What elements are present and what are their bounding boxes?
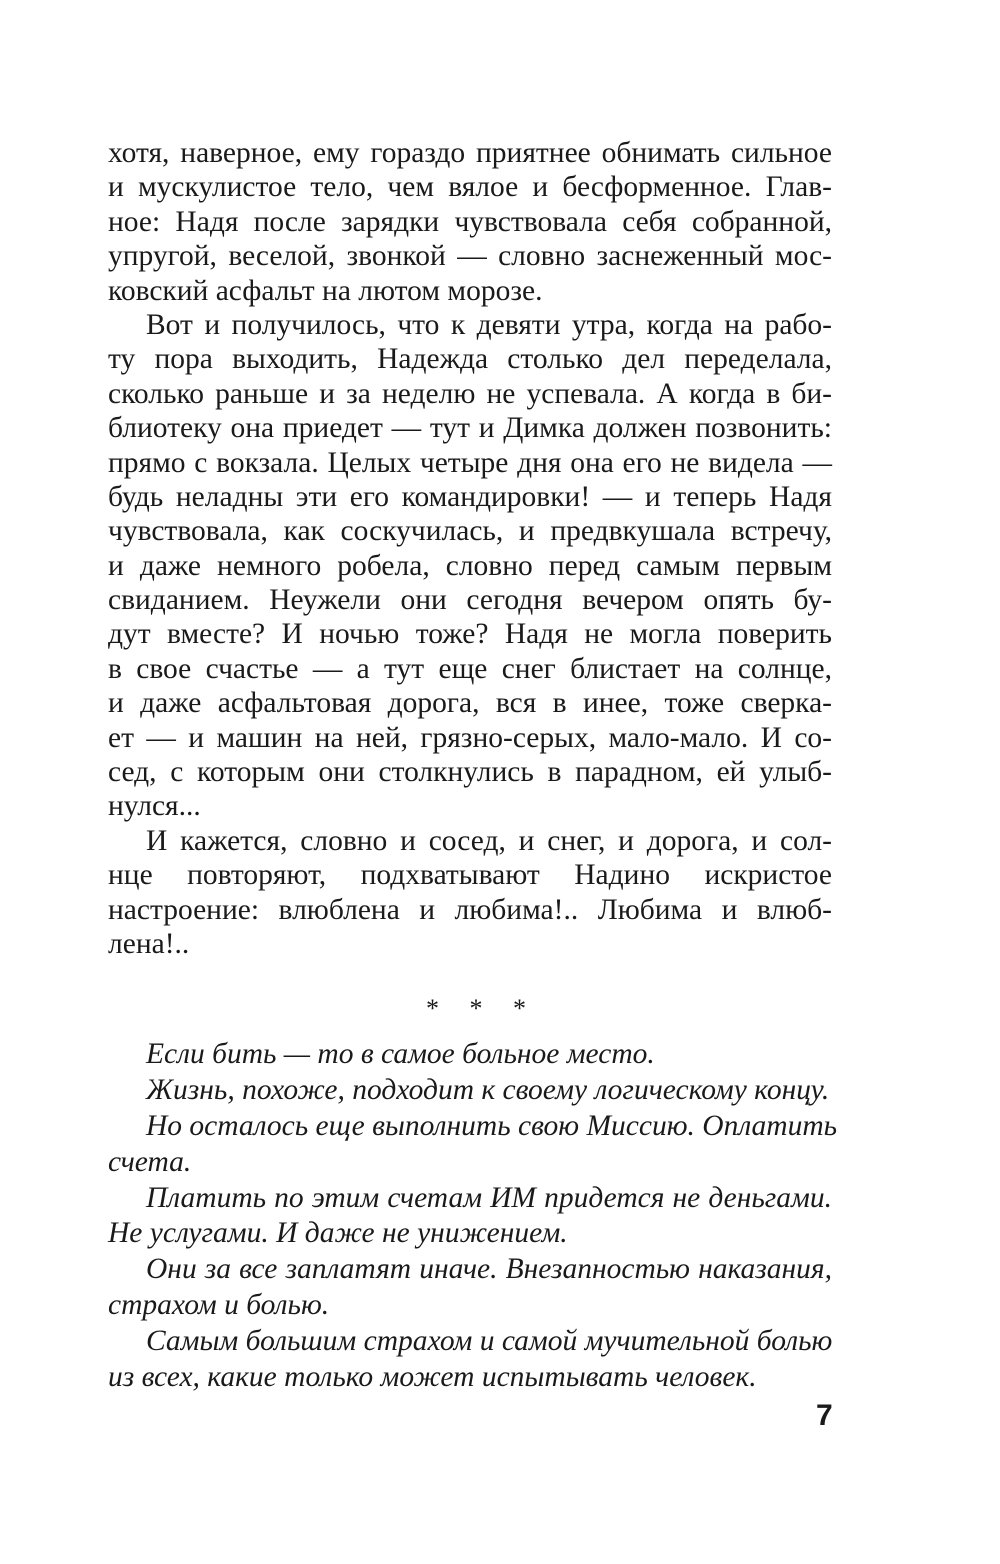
section-separator: * * * bbox=[426, 994, 538, 1024]
italic-paragraph bbox=[108, 1181, 832, 1253]
text-line: свиданием. Неужели они сегодня вечером опять бу- bbox=[108, 584, 832, 617]
text-line: Они за все заплатят иначе. Внезапностью наказания, bbox=[146, 1253, 832, 1286]
text-line: сед, с которым они столкнулись в парадном, ей улыб- bbox=[108, 756, 832, 789]
paragraph bbox=[108, 824, 832, 962]
body-text bbox=[108, 136, 832, 961]
text-line: настроение: влюблена и любима!.. Любима и влюб- bbox=[108, 893, 832, 926]
text-line: Не услугами. И даже не унижением. bbox=[108, 1217, 568, 1250]
text-line: блиотеку она приедет — тут и Димка должен позвонить: bbox=[108, 412, 832, 445]
italic-paragraph bbox=[108, 1073, 832, 1109]
text-line: лена!.. bbox=[108, 927, 190, 960]
text-line: И кажется, словно и сосед, и снег, и дорога, и сол- bbox=[146, 824, 832, 857]
text-line: прямо с вокзала. Целых четыре дня она его не видела — bbox=[108, 446, 832, 479]
text-line: ту пора выходить, Надежда столько дел переделала, bbox=[108, 343, 832, 376]
text-line: чувствовала, как соскучилась, и предвкушала встречу, bbox=[108, 515, 832, 548]
book-page bbox=[108, 136, 838, 1395]
italic-paragraph bbox=[108, 1037, 832, 1073]
text-line: ное: Надя после зарядки чувствовала себя собранной, bbox=[108, 205, 832, 238]
text-line: хотя, наверное, ему гораздо приятнее обнимать сильное bbox=[108, 137, 832, 169]
italic-paragraph bbox=[108, 1324, 832, 1396]
page-number: 7 bbox=[816, 1399, 833, 1432]
paragraph bbox=[108, 308, 832, 824]
text-line: страхом и болью. bbox=[108, 1288, 330, 1321]
italic-paragraph bbox=[108, 1109, 838, 1181]
text-line: и даже немного робела, словно перед самым первым bbox=[108, 549, 832, 582]
text-line: в свое счастье — а тут еще снег блистает на солнце, bbox=[108, 652, 832, 685]
text-line: Но осталось еще выполнить свою Миссию. Оплатить bbox=[146, 1109, 838, 1142]
text-line: Если бить — то в самое больное место. bbox=[146, 1038, 655, 1071]
text-line: ет — и машин на ней, грязно-серых, мало-мало. И со- bbox=[108, 721, 832, 754]
text-line: Вот и получилось, что к девяти утра, когда на рабо- bbox=[146, 308, 832, 341]
text-line: ковский асфальт на лютом морозе. bbox=[108, 274, 543, 307]
italic-passage bbox=[108, 1037, 838, 1395]
text-line: упругой, веселой, звонкой — словно заснеженный мос- bbox=[108, 240, 832, 273]
text-line: и даже асфальтовая дорога, вся в инее, тоже сверка- bbox=[108, 687, 832, 720]
text-line: дут вместе? И ночью тоже? Надя не могла поверить bbox=[108, 618, 832, 651]
text-line: будь неладны эти его командировки! — и теперь Надя bbox=[108, 480, 832, 513]
text-line: из всех, какие только может испытывать человек. bbox=[108, 1360, 757, 1393]
text-line: нце повторяют, подхватывают Надино искристое bbox=[108, 859, 832, 892]
text-line: Платить по этим счетам ИМ придется не деньгами. bbox=[146, 1181, 832, 1214]
text-line: сколько раньше и за неделю не успевала. А когда в би- bbox=[108, 377, 832, 410]
italic-paragraph bbox=[108, 1252, 832, 1324]
text-line: Жизнь, похоже, подходит к своему логическому концу. bbox=[146, 1074, 830, 1107]
text-line: счета. bbox=[108, 1145, 192, 1178]
text-line: нулся... bbox=[108, 790, 201, 823]
text-line: и мускулистое тело, чем вялое и бесформенное. Глав- bbox=[108, 171, 832, 204]
text-line: Самым большим страхом и самой мучительной болью bbox=[146, 1324, 833, 1357]
paragraph bbox=[108, 136, 832, 308]
